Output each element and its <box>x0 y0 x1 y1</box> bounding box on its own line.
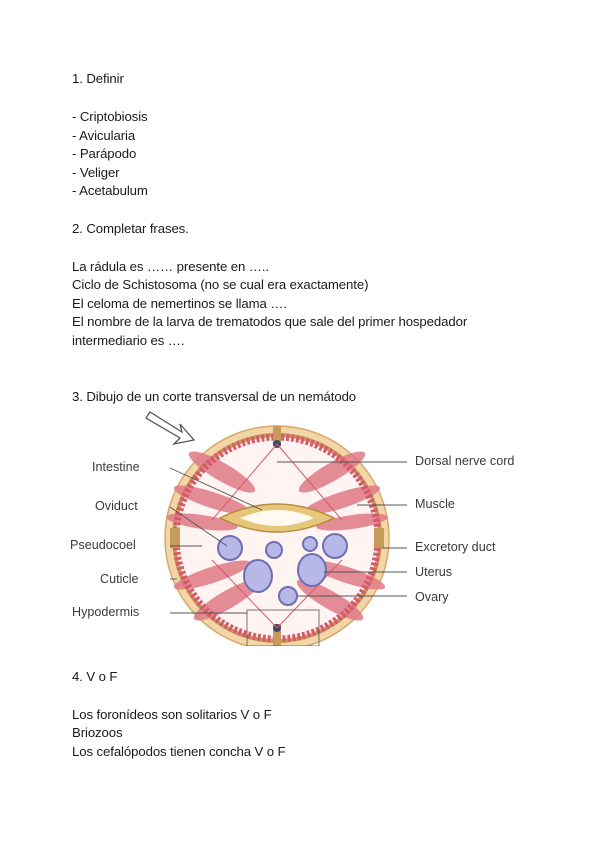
section-3-heading: 3. Dibujo de un corte transversal de un nemátodo <box>72 389 357 404</box>
definition-item: - Veliger <box>72 165 120 180</box>
sentence-line: intermediario es …. <box>72 333 185 348</box>
section-2-heading: 2. Completar frases. <box>72 221 189 236</box>
definition-item: - Avicularia <box>72 128 136 143</box>
definition-item: - Acetabulum <box>72 183 148 198</box>
section-1-heading: 1. Definir <box>72 71 124 86</box>
sentence-line: El celoma de nemertinos se llama …. <box>72 296 287 311</box>
true-false-line: Briozoos <box>72 725 123 740</box>
true-false-line: Los foronídeos son solitarios V o F <box>72 707 272 722</box>
label-cuticle: Cuticle <box>100 572 139 586</box>
label-muscle: Muscle <box>415 497 455 511</box>
definition-item: - Parápodo <box>72 146 137 161</box>
label-hypodermis: Hypodermis <box>72 605 140 619</box>
label-oviduct: Oviduct <box>95 499 138 513</box>
arrow-icon <box>146 412 194 444</box>
nematode-cross-section-diagram <box>62 410 542 646</box>
true-false-line: Los cefalópodos tienen concha V o F <box>72 744 286 759</box>
label-pseudocoel: Pseudocoel <box>70 538 136 552</box>
label-dorsal-nerve-cord: Dorsal nerve cord <box>415 454 515 468</box>
sentence-line: La rádula es …… presente en ….. <box>72 259 270 274</box>
sentence-line: El nombre de la larva de trematodos que sale del primer hospedador <box>72 314 468 329</box>
label-excretory-duct: Excretory duct <box>415 540 496 554</box>
label-ovary: Ovary <box>415 590 449 604</box>
section-4-heading: 4. V o F <box>72 669 118 684</box>
sentence-line: Ciclo de Schistosoma (no se cual era exactamente) <box>72 277 369 292</box>
label-intestine: Intestine <box>92 460 140 474</box>
definition-item: - Criptobiosis <box>72 109 148 124</box>
label-uterus: Uterus <box>415 565 453 579</box>
